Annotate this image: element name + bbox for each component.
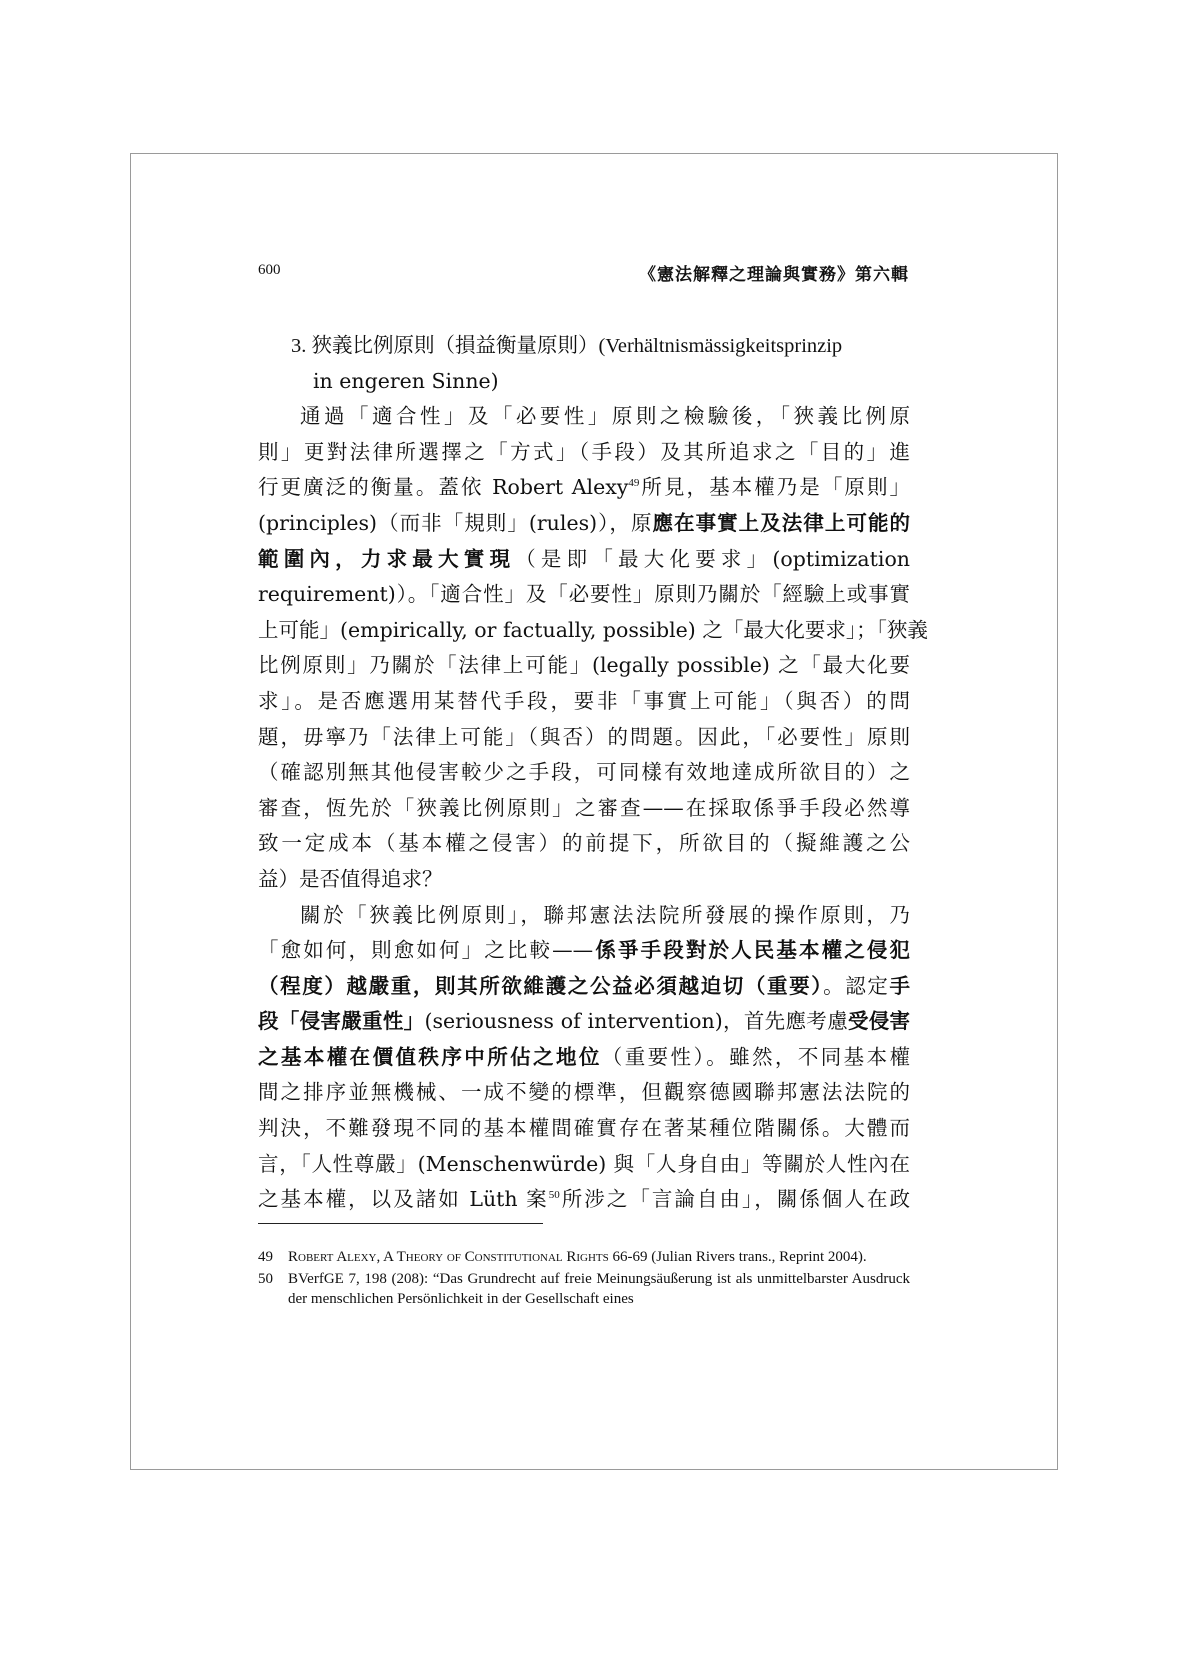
p1-line-3 [258, 470, 910, 506]
p2-line-2-bold: 係爭手段對於人民基本權之侵犯 [593, 938, 911, 963]
p1-line-3-a: 行更廣泛的衡量。蓋依 Robert Alexy [258, 475, 629, 500]
p2-line-5-b: （重要性）。雖然，不同基本權 [601, 1044, 911, 1069]
p1-line-6: requirement)）。「適合性」及「必要性」原則乃關於「經驗上或事實 [258, 582, 910, 607]
p1-line-4 [258, 506, 910, 542]
p1-line-12: 審查，恆先於「狹義比例原則」之審查——在採取係爭手段必然導 [258, 795, 910, 820]
p2-line-7: 判決，不難發現不同的基本權間確實存在著某種位階關係。大體而 [258, 1116, 910, 1141]
p2-line-9-b: 所涉之「言論自由」，關係個人在政 [559, 1187, 910, 1212]
p2-line-8: 言，「人性尊嚴」(Menschenwürde) 與「人身自由」等關於人性內在 [258, 1151, 910, 1176]
p1-line-9: 求」。是否應選用某替代手段，要非「事實上可能」（與否）的問 [258, 688, 910, 713]
p2-line-6: 間之排序並無機械、一成不變的標準，但觀察德國聯邦憲法法院的 [258, 1080, 910, 1105]
footnote-ref-49[interactable]: 49 [628, 477, 640, 490]
footnote-citation-rest: 66-69 (Julian Rivers trans., Reprint 2004). [608, 1249, 867, 1265]
footnotes [258, 1247, 910, 1311]
section-heading-cont: in engeren Sinne) [313, 368, 499, 393]
footnote-citation-title: Robert Alexy, A Theory of Constitutional Rights [288, 1249, 609, 1265]
footnote-number: 50 [258, 1271, 273, 1287]
p1-line-2: 則」更對法律所選擇之「方式」（手段）及其所追求之「目的」進 [258, 439, 910, 464]
p2-line-4-b: (seriousness of intervention)，首先應考慮 [424, 1009, 848, 1034]
section-heading [258, 328, 910, 364]
p2-line-2 [258, 933, 910, 969]
footnote-text [288, 1247, 910, 1267]
p1-line-5 [258, 542, 910, 578]
p1-line-14: 益）是否值得追求？ [258, 866, 443, 891]
p1-line-13: 致一定成本（基本權之侵害）的前提下，所欲目的（擬維護之公 [258, 831, 910, 856]
p1-line-3-b: 所見，基本權乃是「原則」 [639, 475, 910, 500]
running-title: 《憲法解釋之理論與實務》第六輯 [639, 265, 909, 285]
p2-line-3-bold2: 手 [889, 973, 911, 998]
footnote-number: 49 [258, 1249, 273, 1265]
heading-title-en: (Verhältnismässigkeitsprinzip [598, 335, 843, 357]
p2-line-3-bold: （程度）越嚴重，則其所欲維護之公益必須越迫切（重要） [258, 973, 824, 998]
p2-line-2-a: 「愈如何，則愈如何」之比較—— [258, 938, 594, 963]
heading-title-zh: 狹義比例原則（損益衡量原則） [311, 333, 599, 357]
footnote-ref-50[interactable]: 50 [548, 1189, 560, 1202]
p2-line-5-bold: 之基本權在價值秩序中所佔之地位 [258, 1044, 602, 1069]
p2-line-9 [258, 1182, 910, 1218]
page-number: 600 [258, 262, 281, 278]
p1-line-8: 比例原則」乃關於「法律上可能」(legally possible) 之「最大化要 [258, 653, 910, 678]
p1-line-7: 上可能」(empirically, or factually, possible) 之「最大化要求」；「狹義 [258, 617, 928, 642]
p2-line-3-b: 。認定 [823, 973, 890, 998]
p2-line-1: 關於「狹義比例原則」，聯邦憲法法院所發展的操作原則，乃 [300, 902, 910, 927]
p2-line-5 [258, 1040, 910, 1076]
p1-line-4-a: (principles)（而非「規則」(rules)），原 [258, 510, 653, 535]
p2-line-9-a: 之基本權，以及諸如 Lüth 案 [258, 1187, 549, 1212]
p2-line-4-bold2: 受侵害 [847, 1009, 911, 1034]
footnote-50 [258, 1269, 910, 1309]
footnote-rule [258, 1223, 543, 1224]
body-text [258, 328, 928, 1218]
p1-line-11: （確認別無其他侵害較少之手段，可同樣有效地達成所欲目的）之 [258, 760, 910, 785]
p1-line-1: 通過「適合性」及「必要性」原則之檢驗後，「狹義比例原 [300, 404, 910, 429]
footnote-citation-rest: BVerfGE 7, 198 (208): “Das Grundrecht auf freie Meinungsäußerung ist als unmittelbarster Ausdruck der menschlichen Persönlichkeit in der Gesellschaft eines [288, 1271, 910, 1307]
p1-line-5-b: （是即「最大化要求」(optimization [515, 546, 910, 571]
footnote-text [288, 1269, 910, 1309]
p2-line-4-bold: 段「侵害嚴重性」 [258, 1009, 425, 1034]
p2-line-4 [258, 1004, 910, 1040]
footnote-49 [258, 1247, 910, 1267]
heading-number: 3. [291, 335, 312, 357]
p1-line-4-bold: 應在事實上及法律上可能的 [652, 510, 910, 535]
p2-line-3 [258, 969, 910, 1005]
p1-line-10: 題，毋寧乃「法律上可能」（與否）的問題。因此，「必要性」原則 [258, 724, 910, 749]
p1-line-5-bold: 範圍內，力求最大實現 [258, 546, 516, 571]
